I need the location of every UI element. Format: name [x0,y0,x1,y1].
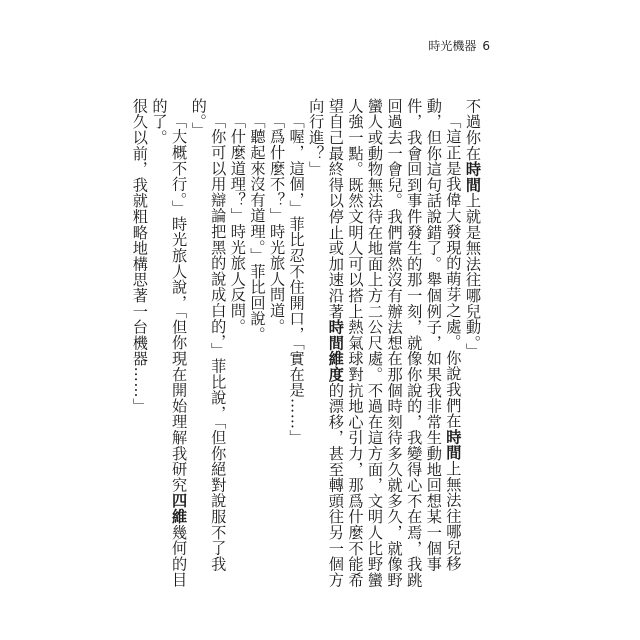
page-body [130,98,482,588]
paragraph [149,98,188,588]
page-number: 6 [482,39,490,53]
paragraph: 很久以前，我就粗略地構思著一台機器……」 [130,98,149,414]
text-run: 不過你在 [464,98,482,162]
book-title: 時光機器 [428,39,477,53]
emphasis-text: 時間維度 [326,319,345,383]
paragraph: 「爲什麼不？」時光旅人問道。 [268,113,287,335]
emphasis-text: 時間 [444,429,463,461]
text-run: 「大概不行。」時光旅人說，「但你現在開始理解我研究 [170,113,189,493]
paragraph: 「什麼道理？」時光旅人反問。 [228,113,247,335]
paragraph [462,98,482,588]
paragraph: 「聽起來沒有道理。」菲比回說。 [248,113,267,343]
text-run: 上無法往哪兒移動，但你這句話說錯了。舉個例子，如果我非常生動地回想某一個事件，我會回到事件發生的那一刻，就像你說的，我變得心不在焉，我跳回過去一會兒。我們當然沒有辦法想在那個時刻待多久就多久，就像野蠻人或動物無法待在地面上方二公尺處。不過在這方面，文明人比野蠻人強一點。既然文明人可以搭上熱氣球對抗地心引力，那爲什麼不能希望自己最終得以停止或加速沿著 [326,98,463,588]
emphasis-text: 時間 [464,161,482,193]
paragraph: 「你可以用辯論把黑的說成白的，」菲比說，「但你絕對說服不了我的。」 [189,98,228,572]
paragraph [306,98,463,588]
text-run: 的漂移，甚至轉頭往另一個方向行進？」 [307,98,345,588]
text-run: 幾何的目的了。 [150,98,189,588]
text-run: 上就是無法往哪兒動。」 [464,192,482,360]
paragraph: 「喔，這個，」菲比忍不住開口，「實在是……」 [287,113,306,446]
text-run: 「這正是我偉大發現的萌芽之處。你說我們在 [444,113,463,430]
running-header [428,37,490,54]
emphasis-text: 四維 [170,493,189,525]
